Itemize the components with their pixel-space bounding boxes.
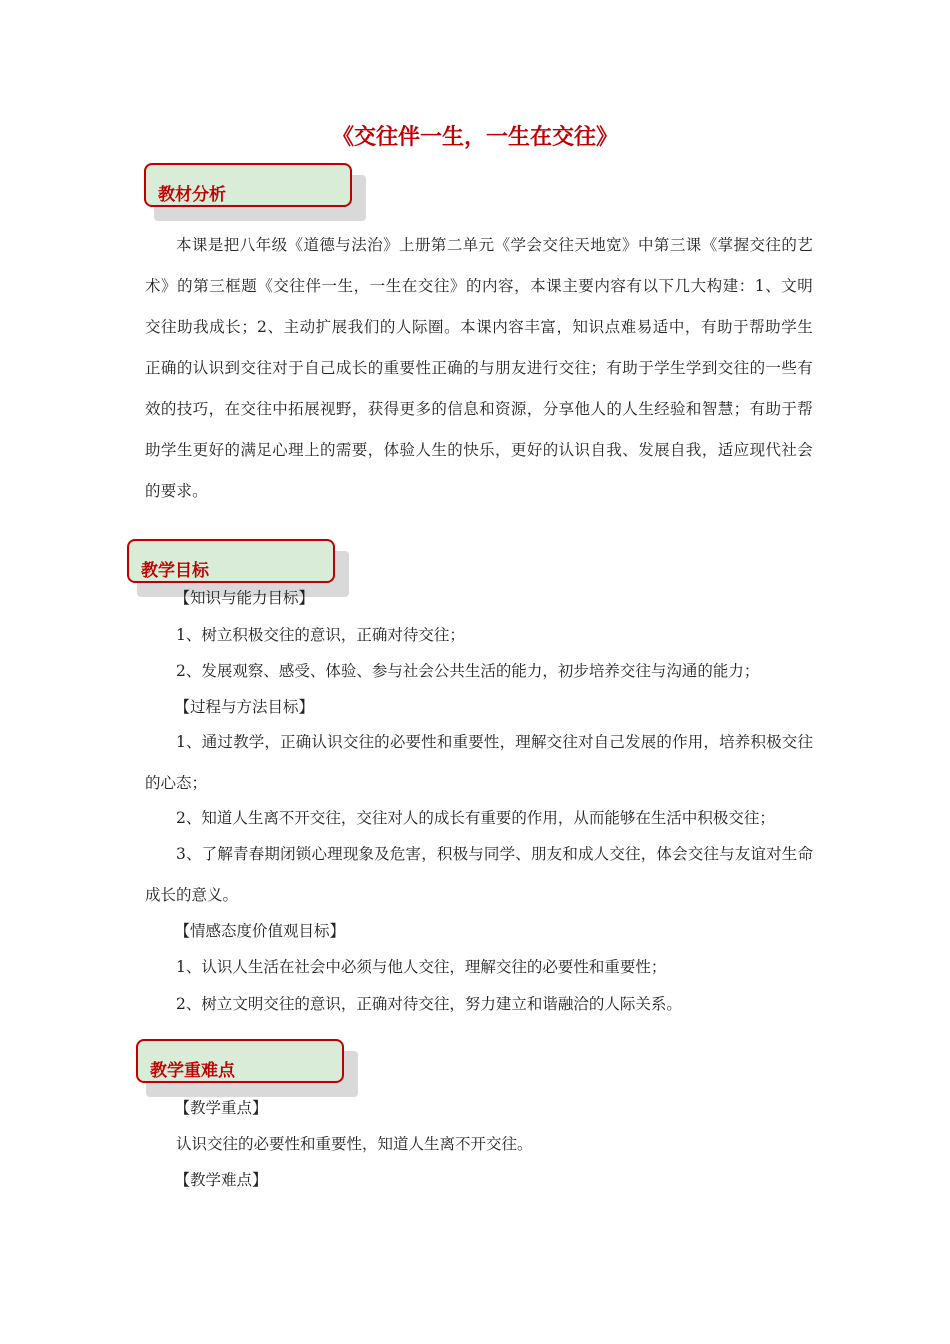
section-heading-label: 教材分析 <box>158 185 226 205</box>
process-goal-1: 1、通过教学，正确认识交往的必要性和重要性，理解交往对自己发展的作用，培养积极交往的心态； <box>145 733 813 792</box>
process-goal-3: 3、了解青春期闭锁心理现象及危害，积极与同学、朋友和成人交往，体会交往与友谊对生命成长的意义。 <box>145 845 813 904</box>
section-heading-analysis <box>144 163 366 221</box>
process-goal-2: 2、知道人生离不开交往，交往对人的成长有重要的作用，从而能够在生活中积极交往； <box>176 809 775 827</box>
knowledge-goal-2: 2、发展观察、感受、体验、参与社会公共生活的能力，初步培养交往与沟通的能力； <box>176 662 760 680</box>
emotion-goal-2: 2、树立文明交往的意识，正确对待交往，努力建立和谐融洽的人际关系。 <box>176 995 682 1013</box>
difficulty-title: 【教学难点】 <box>174 1171 268 1189</box>
knowledge-goal-1: 1、树立积极交往的意识，正确对待交往； <box>176 626 465 644</box>
emotion-goals-title: 【情感态度价值观目标】 <box>174 922 345 940</box>
section-heading-keypoints <box>136 1039 358 1097</box>
document-title: 《交往伴一生，一生在交往》 <box>331 125 618 150</box>
emotion-goal-1: 1、认识人生活在社会中必须与他人交往，理解交往的必要性和重要性； <box>176 958 667 976</box>
section-heading-label: 教学重难点 <box>150 1061 235 1081</box>
focus-text: 认识交往的必要性和重要性，知道人生离不开交往。 <box>176 1135 533 1153</box>
knowledge-goals-title: 【知识与能力目标】 <box>174 589 314 607</box>
focus-title: 【教学重点】 <box>174 1099 268 1117</box>
process-goals-title: 【过程与方法目标】 <box>174 698 314 716</box>
analysis-paragraph: 本课是把八年级《道德与法治》上册第二单元《学会交往天地宽》中第三课《掌握交往的艺术》的第三框题《交往伴一生，一生在交往》的内容，本课主要内容有以下几大构建：1、文明交往助我成长；2、主动扩展我们的人际圈。本课内容丰富，知识点难易适中，有助于帮助学生正确的认识到交往对于自己成长的重要性正确的与朋友进行交往；有助于学生学到交往的一些有效的技巧，在交往中拓展视野，获得更多的信息和资源，分享他人的人生经验和智慧；有助于帮助学生更好的满足心理上的需要，体验人生的快乐，更好的认识自我、发展自我，适应现代社会的要求。 <box>145 236 813 500</box>
section-heading-label: 教学目标 <box>141 561 209 581</box>
